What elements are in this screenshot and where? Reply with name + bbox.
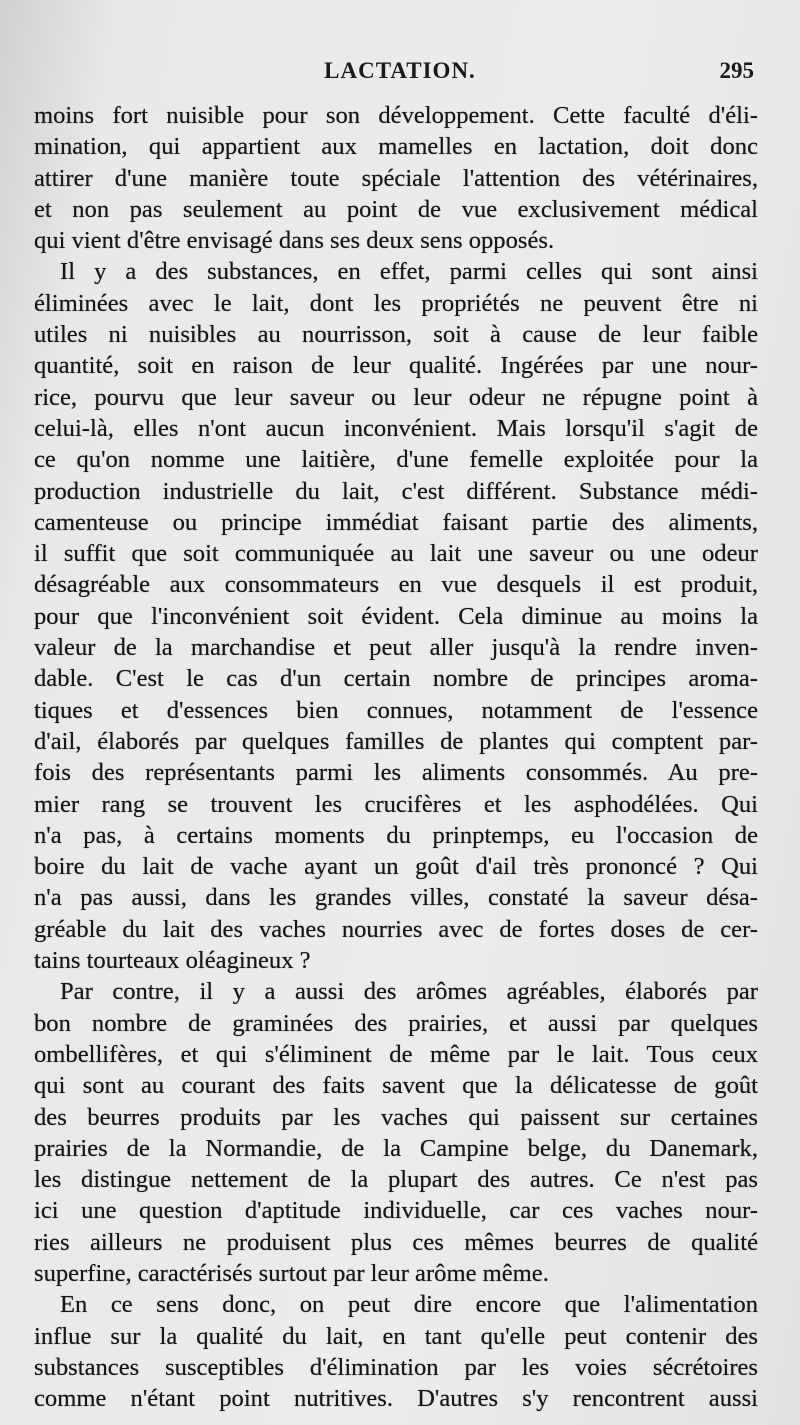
text-line: moins fort nuisible pour son développement. Cette faculté d'éli-: [34, 102, 758, 129]
text-line: boire du lait de vache ayant un goût d'ail très prononcé ? Qui: [34, 853, 758, 881]
text-line: n'a pas aussi, dans les grandes villes, constaté la saveur désa-: [34, 884, 758, 912]
text-line: des beurres produits par les vaches qui paissent sur certaines: [34, 1103, 758, 1131]
page-header: [0, 58, 800, 92]
text-line: mier rang se trouvent les crucifères et les asphodélées. Qui: [34, 790, 758, 818]
text-line: ombellifères, et qui s'éliminent de même par le lait. Tous ceux: [34, 1040, 758, 1068]
page-number: 295: [719, 58, 754, 83]
body-text: [34, 100, 758, 1414]
text-line: qui vient d'être envisagé dans ses deux sens opposés.: [34, 227, 555, 255]
text-line: n'a pas, à certains moments du prinptemps, eu l'occasion de: [34, 821, 758, 849]
text-line: il suffit que soit communiquée au lait une saveur ou une odeur: [34, 540, 758, 568]
text-line: rice, pourvu que leur saveur ou leur odeur ne répugne point à: [34, 383, 758, 411]
text-line: gréable du lait des vaches nourries avec de fortes doses de cer-: [34, 915, 758, 943]
text-line: fois des représentants parmi les aliments consommés. Au pre-: [34, 759, 758, 787]
text-line: désagréable aux consommateurs en vue desquels il est produit,: [34, 571, 758, 599]
text-line: influe sur la qualité du lait, en tant qu'elle peut contenir des: [34, 1322, 758, 1350]
text-line: substances susceptibles d'élimination par les voies sécrétoires: [34, 1353, 758, 1381]
text-line: tiques et d'essences bien connues, notamment de l'essence: [34, 696, 758, 724]
text-line: mination, qui appartient aux mamelles en lactation, doit donc: [34, 133, 758, 161]
text-line: Il y a des substances, en effet, parmi celles qui sont ainsi: [60, 258, 758, 286]
text-line: camenteuse ou principe immédiat faisant partie des aliments,: [34, 508, 758, 536]
text-line: qui sont au courant des faits savent que la délicatesse de goût: [34, 1072, 758, 1100]
text-line: comme n'étant point nutritives. D'autres s'y rencontrent aussi: [34, 1385, 758, 1413]
text-line: superfine, caractérisés surtout par leur arôme même.: [34, 1259, 549, 1287]
text-line: ici une question d'aptitude individuelle, car ces vaches nour-: [34, 1197, 758, 1225]
text-line: dable. C'est le cas d'un certain nombre de principes aroma-: [34, 665, 758, 693]
running-title: LACTATION.: [324, 58, 476, 83]
text-line: pour que l'inconvénient soit évident. Cela diminue au moins la: [34, 602, 758, 630]
text-line: et non pas seulement au point de vue exclusivement médical: [34, 195, 758, 223]
text-line: ries ailleurs ne produisent plus ces mêmes beurres de qualité: [34, 1228, 758, 1256]
text-line: En ce sens donc, on peut dire encore que l'alimentation: [60, 1291, 758, 1319]
text-line: valeur de la marchandise et peut aller jusqu'à la rendre inven-: [34, 634, 758, 662]
text-line: tains tourteaux oléagineux ?: [34, 947, 311, 975]
text-line: bon nombre de graminées des prairies, et aussi par quelques: [34, 1009, 758, 1037]
text-line: production industrielle du lait, c'est différent. Substance médi-: [34, 477, 758, 505]
text-line: prairies de la Normandie, de la Campine belge, du Danemark,: [34, 1134, 758, 1162]
text-line: Par contre, il y a aussi des arômes agréables, élaborés par: [60, 978, 758, 1006]
text-line: celui-là, elles n'ont aucun inconvénient. Mais lorsqu'il s'agit de: [34, 414, 758, 442]
text-line: attirer d'une manière toute spéciale l'attention des vétérinaires,: [34, 164, 758, 192]
text-line: les distingue nettement de la plupart des autres. Ce n'est pas: [34, 1166, 758, 1194]
text-line: quantité, soit en raison de leur qualité. Ingérées par une nour-: [34, 352, 758, 380]
text-line: utiles ni nuisibles au nourrisson, soit à cause de leur faible: [34, 321, 758, 349]
text-line: ce qu'on nomme une laitière, d'une femelle exploitée pour la: [34, 446, 758, 474]
text-line: d'ail, élaborés par quelques familles de plantes qui comptent par-: [34, 727, 758, 755]
text-line: éliminées avec le lait, dont les propriétés ne peuvent être ni: [34, 289, 758, 317]
